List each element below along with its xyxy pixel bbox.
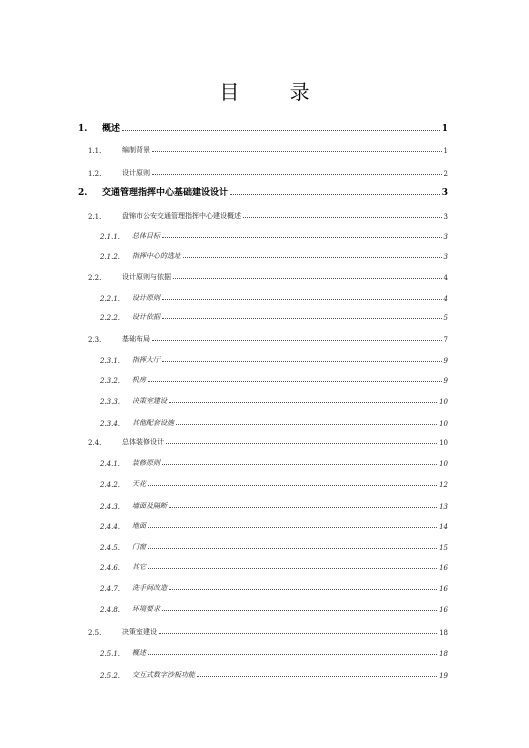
toc-entry-number: 2.5.: [88, 629, 102, 637]
toc-entry[interactable]: [78, 497, 448, 511]
toc-entry-label: 盘锦市公安交通管理指挥中心建设概述: [122, 212, 241, 220]
toc-dot-leader: [148, 380, 442, 382]
toc-dot-leader: [162, 236, 442, 238]
toc-entry[interactable]: [78, 308, 448, 322]
toc-entry-number: 2.3.2.: [100, 377, 121, 385]
toc-entry[interactable]: [78, 268, 448, 282]
toc-entry-page-number: 3: [443, 213, 448, 221]
toc-entry-number: 2.3.1.: [100, 357, 121, 365]
toc-entry-page-number: 12: [439, 481, 448, 489]
toc-entry[interactable]: [78, 623, 448, 637]
toc-entry-page-number: 10: [439, 398, 448, 406]
toc-entry[interactable]: [78, 433, 448, 447]
toc-entry-number: 2.4.5.: [100, 544, 121, 552]
toc-entry-page-number: 16: [439, 585, 448, 593]
toc-entry-label: 设计原则: [132, 294, 160, 302]
toc-entry-label: 门窗: [132, 543, 146, 551]
toc-entry-number: 1.2.: [88, 170, 102, 178]
toc-entry-page-number: 3: [441, 188, 448, 198]
toc-dot-leader: [162, 360, 442, 362]
toc-entry-page-number: 5: [443, 314, 448, 322]
toc-entry-page-number: 3: [443, 233, 448, 241]
toc-entry-page-number: 14: [439, 523, 448, 531]
toc-dot-leader: [169, 506, 437, 508]
toc-entry-number: 2.4.2.: [100, 481, 121, 489]
toc-entry-number: 2.5.1.: [100, 650, 121, 658]
toc-entry-number: 2.2.: [88, 274, 102, 282]
toc-entry[interactable]: [78, 517, 448, 531]
toc-entry[interactable]: [78, 538, 448, 552]
toc-dot-leader: [169, 401, 437, 403]
toc-entry-page-number: 10: [439, 460, 448, 468]
toc-entry-page-number: 1: [443, 147, 448, 155]
toc-entry-page-number: 18: [439, 650, 448, 658]
toc-entry-label: 洗手间改造: [132, 584, 167, 592]
toc-entry-label: 总体装修设计: [122, 438, 164, 446]
toc-entry-page-number: 7: [443, 336, 448, 344]
toc-entry-page-number: 16: [439, 606, 448, 614]
toc-dot-leader: [122, 129, 440, 131]
toc-entry-page-number: 10: [439, 420, 448, 428]
toc-dot-leader: [176, 423, 437, 425]
toc-dot-leader: [148, 653, 437, 655]
toc-entry[interactable]: [78, 164, 448, 178]
toc-entry[interactable]: [78, 579, 448, 593]
toc-entry-number: 2.3.: [88, 336, 102, 344]
toc-entry-number: 2.4.6.: [100, 564, 121, 572]
toc-entry[interactable]: [78, 558, 448, 572]
toc-entry-label: 概述: [132, 649, 146, 657]
toc-entry[interactable]: [78, 392, 448, 406]
toc-entry-label: 天花: [132, 480, 146, 488]
toc-entry[interactable]: [78, 330, 448, 344]
toc-entry-number: 2.4.1.: [100, 460, 121, 468]
toc-entry-label: 决策室建设: [132, 397, 167, 405]
toc-entry[interactable]: [78, 120, 448, 134]
toc-entry-label: 总体目标: [132, 232, 160, 240]
toc-entry[interactable]: [78, 475, 448, 489]
toc-entry-label: 交互式数字沙板功能: [132, 671, 195, 679]
toc-entry-number: 2.4.3.: [100, 503, 121, 511]
toc-entry-number: 2.2.2.: [100, 314, 121, 322]
toc-entry-label: 编制背景: [122, 146, 150, 154]
toc-entry-number: 1.1.: [88, 147, 102, 155]
toc-dot-leader: [173, 277, 442, 279]
toc-entry[interactable]: [78, 454, 448, 468]
toc-dot-leader: [159, 632, 437, 634]
toc-entry-page-number: 13: [439, 503, 448, 511]
toc-dot-leader: [183, 256, 442, 258]
toc-entry[interactable]: [78, 247, 448, 261]
toc-entry-label: 设计原则与依据: [122, 273, 171, 281]
toc-entry-number: 2.3.4.: [100, 420, 121, 428]
toc-dot-leader: [230, 193, 440, 195]
toc-dot-leader: [162, 609, 437, 611]
toc-entry-number: 2.3.3.: [100, 398, 121, 406]
toc-dot-leader: [166, 442, 437, 444]
toc-entry-label: 地面: [132, 522, 146, 530]
toc-dot-leader: [162, 317, 442, 319]
toc-entry-number: 2.4.: [88, 439, 102, 447]
toc-entry-page-number: 4: [443, 274, 448, 282]
toc-dot-leader: [152, 150, 442, 152]
toc-entry[interactable]: [78, 184, 448, 198]
toc-entry-page-number: 3: [443, 253, 448, 261]
toc-entry-label: 环境要求: [132, 605, 160, 613]
toc-entry-number: 2.1.2.: [100, 253, 121, 261]
toc-entry-page-number: 19: [439, 672, 448, 680]
toc-entry-number: 2.4.8.: [100, 606, 121, 614]
toc-dot-leader: [243, 216, 442, 218]
toc-entry-label: 指挥大厅: [132, 356, 160, 364]
toc-entry-page-number: 18: [439, 629, 448, 637]
toc-entry-page-number: 4: [443, 295, 448, 303]
toc-entry-number: 2.2.1.: [100, 295, 121, 303]
toc-entry-page-number: 16: [439, 564, 448, 572]
toc-dot-leader: [152, 339, 442, 341]
toc-title: 目 录: [219, 80, 332, 104]
toc-dot-leader: [162, 463, 437, 465]
toc-entry-number: 2.5.2.: [100, 672, 121, 680]
toc-entry-label: 机房: [132, 376, 146, 384]
toc-entry[interactable]: [78, 227, 448, 241]
toc-dot-leader: [148, 567, 437, 569]
toc-entry-label: 基础布局: [122, 335, 150, 343]
toc-entry-number: 2.4.4.: [100, 523, 121, 531]
toc-dot-leader: [148, 547, 437, 549]
toc-entry-page-number: 2: [443, 170, 448, 178]
toc-entry-label: 决策室建设: [122, 628, 157, 636]
toc-entry-label: 其它: [132, 563, 146, 571]
toc-dot-leader: [148, 484, 437, 486]
toc-entry-number: 2.4.7.: [100, 585, 121, 593]
toc-dot-leader: [162, 298, 442, 300]
toc-entry-label: 设计依据: [132, 313, 160, 321]
toc-entry-label: 装修原则: [132, 459, 160, 467]
toc-entry-page-number: 9: [443, 377, 448, 385]
toc-entry-number: 2.1.: [88, 213, 102, 221]
toc-entry-label: 设计原则: [122, 169, 150, 177]
toc-dot-leader: [169, 588, 437, 590]
toc-dot-leader: [197, 675, 437, 677]
toc-entry[interactable]: [78, 666, 448, 680]
toc-entry-label: 指挥中心的选址: [132, 252, 181, 260]
toc-entry-page-number: 15: [439, 544, 448, 552]
toc-entry[interactable]: [78, 141, 448, 155]
toc-entry-page-number: 10: [439, 439, 448, 447]
toc-entry-number: 2.1.1.: [100, 233, 121, 241]
toc-entry-number: 1.: [78, 124, 88, 134]
toc-entry-label: 墙面及隔断: [132, 502, 167, 510]
toc-entry[interactable]: [78, 351, 448, 365]
toc-entry-page-number: 1: [441, 124, 448, 134]
toc-entry-number: 2.: [78, 188, 88, 198]
toc-entry[interactable]: [78, 289, 448, 303]
toc-entry[interactable]: [78, 207, 448, 221]
toc-entry-label: 交通管理指挥中心基础建设设计: [102, 188, 229, 198]
toc-entry[interactable]: [78, 371, 448, 385]
toc-entry-page-number: 9: [443, 357, 448, 365]
toc-dot-leader: [152, 173, 442, 175]
toc-entry-label: 概述: [102, 124, 121, 134]
toc-entry[interactable]: [78, 644, 448, 658]
toc-dot-leader: [148, 526, 437, 528]
toc-entry-label: 其他配套设施: [132, 419, 174, 427]
toc-entry[interactable]: [78, 414, 448, 428]
toc-entry[interactable]: [78, 600, 448, 614]
